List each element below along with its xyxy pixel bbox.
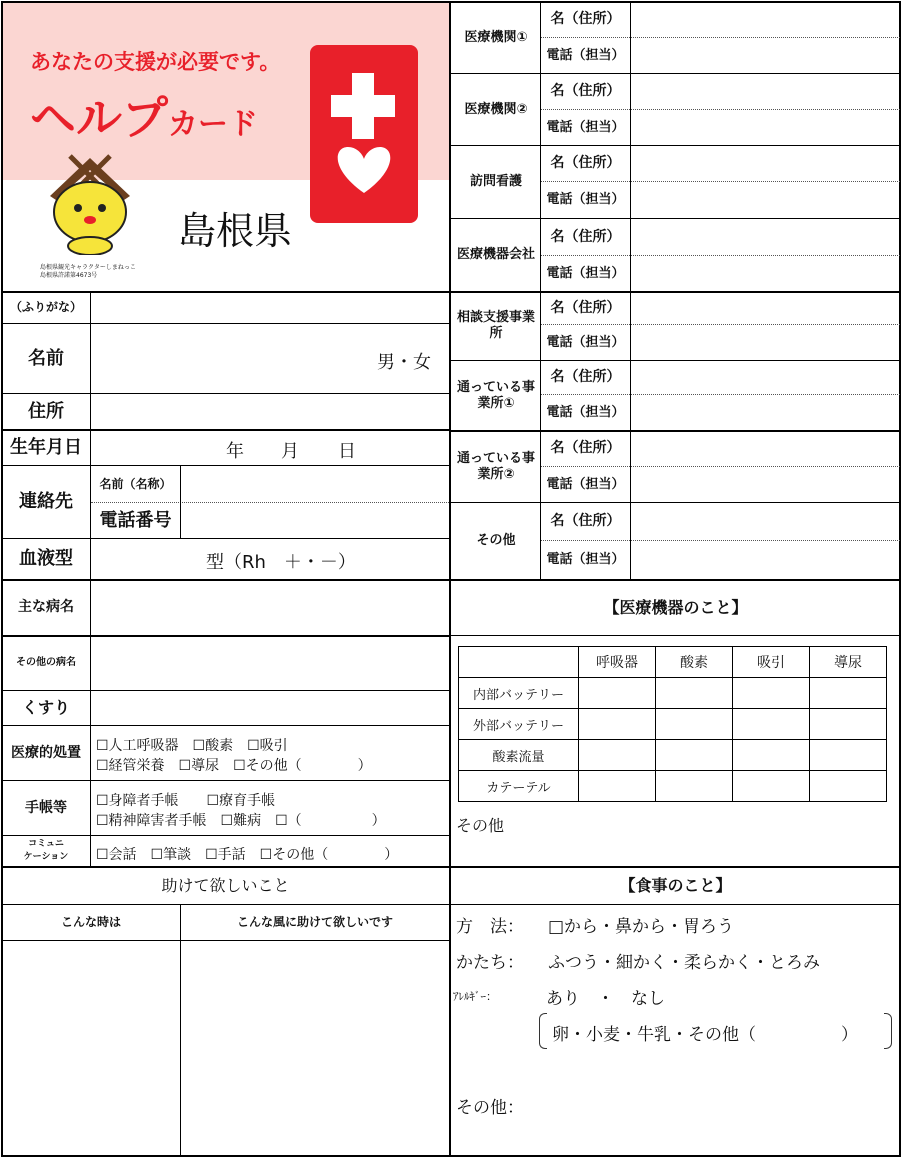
meal-title: 【食事のこと】	[619, 876, 732, 896]
meal-method-label: 方 法：	[456, 917, 524, 937]
contact-name-row: 名（住所）	[550, 83, 621, 100]
contact-group-label: 医療機関①	[464, 29, 528, 45]
devices-table	[458, 646, 887, 802]
contact-name-row: 名（住所）	[550, 513, 621, 530]
contact-group-label: 医療機関②	[464, 101, 528, 117]
contact-phone-row: 電話（担当）	[546, 192, 625, 208]
birthdate-label: 生年月日	[10, 436, 82, 458]
contact-group-label: 通っている事業所②	[456, 450, 535, 482]
contact-phone-row: 電話（担当）	[546, 552, 625, 568]
birth-day: 日	[338, 441, 356, 462]
contact-phone-label: 電話番号	[99, 509, 172, 531]
help-title: 助けて欲しいこと	[161, 876, 290, 896]
device-row: 内部バッテリー	[459, 678, 579, 709]
prefecture-name: 島根県	[178, 209, 293, 253]
meal-other: その他：	[456, 1098, 524, 1118]
meal-allergy-value[interactable]: あり ・ なし	[546, 989, 665, 1009]
handbook-line-2[interactable]: ☐精神障害者手帳 ☐難病 ☐（ ）	[96, 813, 386, 829]
medicine-label: くすり	[21, 698, 70, 718]
contact-group-label: 相談支援事業所	[456, 310, 535, 341]
birth-year: 年	[226, 441, 244, 462]
contact-phone-row: 電話（担当）	[546, 47, 625, 63]
meal-method-value[interactable]: □から・鼻から・胃ろう	[548, 917, 735, 937]
contact-group-label: 訪問看護	[469, 174, 522, 190]
contact-name-row: 名（住所）	[550, 299, 621, 316]
contact-name-row: 名（住所）	[550, 11, 621, 28]
other-disease-label: その他の病名	[16, 657, 76, 668]
devices-other: その他	[456, 816, 505, 835]
header-title-big: ヘルプ	[30, 91, 168, 145]
meal-form-label: かたち：	[456, 953, 524, 973]
devices-title: 【医療機器のこと】	[603, 597, 748, 617]
gender-select[interactable]: 男・女	[377, 352, 431, 373]
procedures-line-1[interactable]: ☐人工呼吸器 ☐酸素 ☐吸引	[96, 738, 288, 754]
contact-group-label: その他	[476, 533, 516, 549]
contact-name-row: 名（住所）	[550, 228, 621, 245]
header-title-small: カード	[168, 107, 258, 142]
mascot-credit-1: 島根県観光キャラクターしまねっこ	[40, 264, 136, 271]
blood-value: 型（Rh ＋・－）	[206, 552, 356, 573]
meal-allergy-label: ｱﾚﾙｷﾞｰ：	[453, 990, 497, 1003]
header-tagline: あなたの支援が必要です。	[30, 50, 281, 74]
device-row: 外部バッテリー	[459, 709, 579, 740]
allergy-bracket-right	[884, 1013, 892, 1049]
help-col-how: こんな風に助けて欲しいです	[236, 915, 393, 930]
help-col-when: こんな時は	[60, 915, 121, 930]
contact-name-row: 名（住所）	[550, 369, 621, 386]
procedures-label: 医療的処置	[11, 744, 81, 761]
main-disease-label: 主な病名	[18, 599, 74, 616]
mascot-credit-2: 島根県許諾第4673号	[40, 272, 98, 279]
contact-phone-row: 電話（担当）	[546, 404, 625, 420]
contact-name-row: 名（住所）	[550, 155, 621, 172]
procedures-line-2[interactable]: ☐経管栄養 ☐導尿 ☐その他（ ）	[96, 758, 372, 774]
communication-line[interactable]: ☐会話 ☐筆談 ☐手話 ☐その他（ ）	[96, 847, 399, 863]
contact-phone-row: 電話（担当）	[546, 476, 625, 492]
contact-phone-row: 電話（担当）	[546, 265, 625, 281]
contact-name-row: 名（住所）	[550, 440, 621, 457]
furigana-label: （ふりがな）	[9, 300, 82, 315]
device-col: 酸素	[656, 647, 733, 678]
contact-phone-row: 電話（担当）	[546, 334, 625, 350]
device-col: 吸引	[733, 647, 810, 678]
device-row: 酸素流量	[459, 740, 579, 771]
handbook-line-1[interactable]: ☐身障者手帳 ☐療育手帳	[96, 793, 276, 809]
device-row: カテーテル	[459, 771, 579, 802]
device-col: 導尿	[810, 647, 887, 678]
blood-label: 血液型	[19, 548, 73, 570]
meal-form-value[interactable]: ふつう・細かく・柔らかく・とろみ	[548, 953, 820, 973]
handbook-label: 手帳等	[25, 799, 67, 816]
contact-label: 連絡先	[19, 491, 73, 513]
name-label: 名前	[28, 347, 64, 369]
device-col: 呼吸器	[579, 647, 656, 678]
contact-phone-row: 電話（担当）	[546, 119, 625, 135]
contact-group-label: 通っている事業所①	[456, 379, 535, 411]
communication-label: コミュニ ケーション	[23, 839, 69, 862]
allergy-bracket-left	[539, 1013, 547, 1049]
contact-name-label: 名前（名称）	[99, 476, 172, 491]
contact-group-label: 医療機器会社	[456, 247, 535, 263]
meal-allergy-items[interactable]: 卵・小麦・牛乳・その他（ ）	[552, 1025, 858, 1045]
birth-month: 月	[281, 441, 299, 462]
address-label: 住所	[28, 400, 64, 422]
